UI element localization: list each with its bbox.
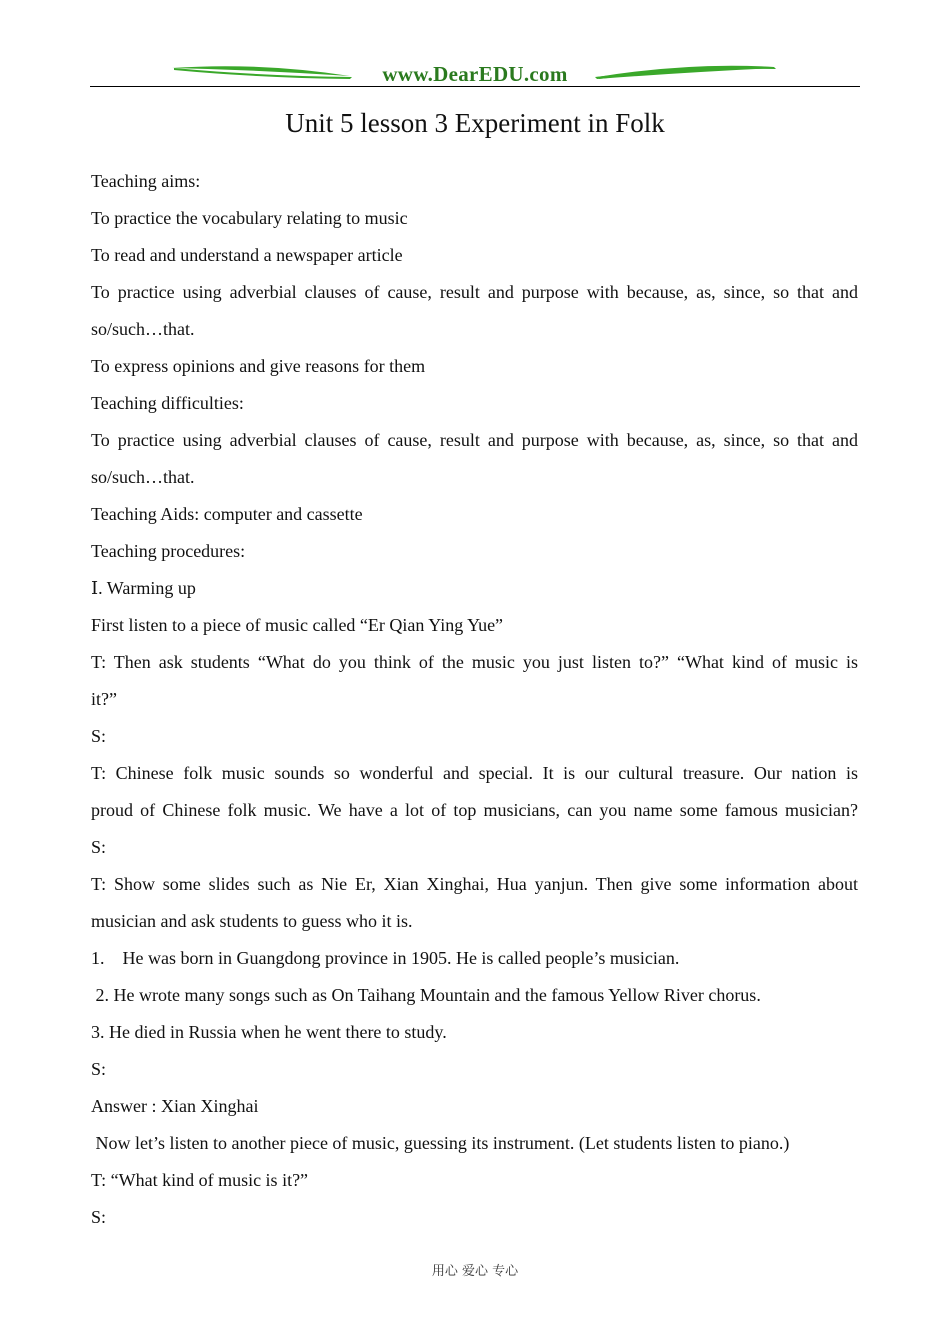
text-line: it?” [91, 689, 117, 709]
text-line: T: Show some slides such as Nie Er, Xian Xinghai, Hua yanjun. Then give some information about [91, 874, 858, 894]
numbered-clue [91, 940, 858, 977]
text-line: First listen to a piece of music called “Er Qian Ying Yue” [91, 615, 504, 635]
logo-text: www.DearEDU.com [382, 62, 568, 86]
text-line: T: Then ask students “What do you think of the music you just listen to?” “What kind of music is [91, 652, 858, 672]
text-line: Teaching aims: [91, 171, 201, 191]
text-line: T: Chinese folk music sounds so wonderful and special. It is our cultural treasure. Our nation is [91, 763, 858, 783]
text-line: S: [91, 1207, 107, 1227]
page-footer: 用心 爱心 专心 [431, 1264, 519, 1279]
text-line: musician and ask students to guess who it is. [91, 911, 413, 931]
text-line: so/such…that. [91, 467, 195, 487]
text-line: Teaching procedures: [91, 541, 246, 561]
text-line: Teaching difficulties: [91, 393, 244, 413]
text-line: To practice the vocabulary relating to music [91, 208, 408, 228]
text-line: S: [91, 837, 107, 857]
text-line: T: “What kind of music is it?” [91, 1170, 309, 1190]
clue-text: He was born in Guangdong province in 1905. He is called people’s musician. [122, 948, 680, 968]
document-body [91, 163, 858, 1236]
text-line: To practice using adverbial clauses of cause, result and purpose with because, as, since, so that and [91, 282, 858, 302]
text-line: Teaching Aids: computer and cassette [91, 504, 363, 524]
text-line: Now let’s listen to another piece of music, guessing its instrument. (Let students listen to piano.) [91, 1133, 790, 1153]
text-line: proud of Chinese folk music. We have a lot of top musicians, can you name some famous musician? [91, 800, 858, 820]
page-header [90, 60, 860, 90]
document-title: Unit 5 lesson 3 Experiment in Folk [285, 108, 665, 138]
text-line: To practice using adverbial clauses of cause, result and purpose with because, as, since, so that and [91, 430, 858, 450]
site-logo [170, 60, 780, 88]
text-line: 2. He wrote many songs such as On Taihang Mountain and the famous Yellow River chorus. [91, 985, 761, 1005]
text-line: so/such…that. [91, 319, 195, 339]
text-line: To read and understand a newspaper article [91, 245, 403, 265]
clue-number: 1. [91, 948, 105, 968]
text-line: S: [91, 726, 107, 746]
text-line: 3. He died in Russia when he went there to study. [91, 1022, 447, 1042]
section-heading: Ⅰ. Warming up [91, 578, 196, 598]
text-line: Answer : Xian Xinghai [91, 1096, 259, 1116]
text-line: To express opinions and give reasons for them [91, 356, 426, 376]
text-line: S: [91, 1059, 107, 1079]
